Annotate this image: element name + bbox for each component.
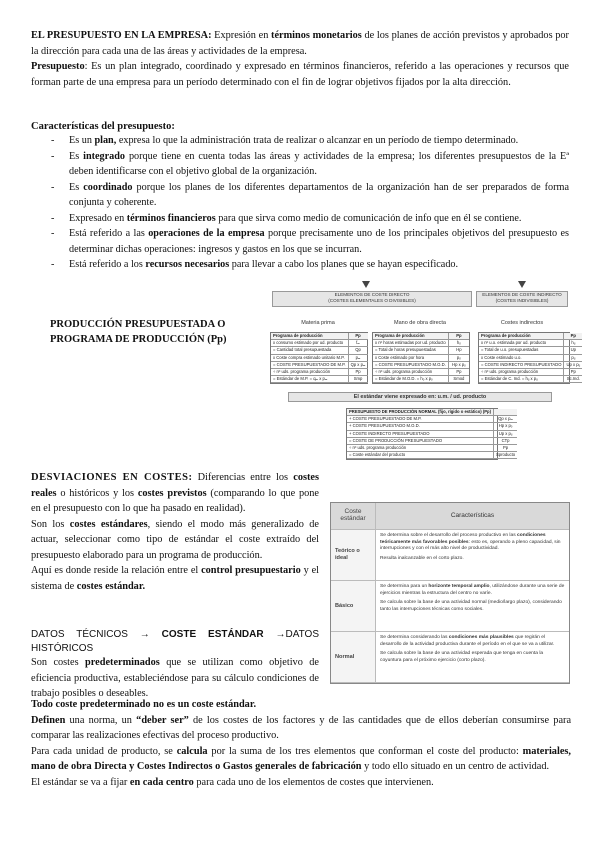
table-row [373,340,469,347]
table-cell-value: hᵤ [564,340,582,347]
table-row [479,354,582,361]
predeterminados-paragraph [31,655,319,702]
item-text: Es [69,181,84,193]
coste-estandar-table [330,502,570,684]
table-cell-label: ÷ nº uds. programa producción [271,369,348,376]
text: que se utilizan como objetivo de eficiencia productiva, estableciéndose para su cálculo condiciones de trabajo posibles o deseables. [31,657,319,699]
table-row [479,333,582,340]
table-row [347,437,517,444]
desviaciones-section [31,470,319,594]
text: : esto es, operando a pleno capacidad, sin interrupciones y con el más alto nivel de productividad. [380,539,561,552]
text: Resulta inalcanzable en el corto plazo. [380,555,464,561]
table-row [347,409,517,416]
table-cell-value: Qp [348,347,367,354]
text: Son los [31,518,70,530]
table-cell-label: + COSTE PRESUPUESTADO DE M.P. [347,416,494,423]
table-cell-value: Hp [448,347,469,354]
standard-units-banner: El estándar viene expresado en: u.m. / ud. producto [288,392,552,402]
table-cell-label: = Estándar de C. Ind. = hᵤ x pᵤ [479,376,564,383]
col-title-mano-obra: Mano de obra directa [394,320,446,326]
table-row [347,452,517,459]
bold-text: costes previstos [137,487,207,499]
costes-indirectos-table [478,332,581,384]
table-row [479,369,582,376]
table-row [479,376,582,383]
item-text: Es un [69,135,95,146]
definen-paragraph [31,713,571,744]
item-text: Es [69,150,84,162]
bold-text: materiales, mano de obra Directa y Costes Indirectos o Gastos generales de fabricación [31,745,571,772]
table-cell-value: pₒ [448,354,469,361]
desviaciones-title: DESVIACIONES EN COSTES: [31,472,193,483]
table-cell-value: Pp [448,333,469,340]
list-item [51,149,569,180]
definicion-section [31,697,571,790]
table-row [347,423,517,430]
table-cell-value: Pp [348,333,367,340]
table-cell-value: Hp x pₒ [448,361,469,368]
table-row [271,361,368,368]
row-description [376,632,570,683]
item-bold: integrado [83,150,126,162]
table-row [479,361,582,368]
table-cell-value: Qp x pₘ [348,361,367,368]
text: Se determina considerando las [380,635,449,640]
item-text: expresa lo que la administración trata de realizar o alcanzar en un período de tiempo determinado. [116,135,519,146]
arrow-down-icon [518,281,526,288]
table-cell-label: = Cantidad total presupuestada [271,347,348,354]
list-item [51,226,569,257]
table-cell-label: x nº u.o. estimada por ud. producto [479,340,564,347]
intro-text-2: de los planes de acción previstos y aprobados por la dirección para cada una de las áreas y actividades de la empresa. [31,30,569,57]
centro-paragraph [31,775,571,791]
table-cell-label: + COSTE PRESUPUESTADO M.O.D. [347,423,494,430]
bold-text: condiciones teóricamente más favorables posibles [380,533,546,545]
datos-flow [31,628,319,655]
bold-statement [31,697,571,713]
intro-section [31,28,569,90]
bold-text: “deber ser” [136,714,189,726]
text: El estándar se va a fijar [31,776,130,788]
table-header-row [331,503,569,530]
arrow-right-icon: → [139,629,150,640]
table-cell-value: hₒ [448,340,469,347]
text: Son costes [31,657,86,668]
table-cell-label: + COSTE INDIRECTO PRESUPUESTADO [347,430,494,437]
presupuesto-term: Presupuesto [31,61,85,72]
calcula-paragraph [31,744,571,775]
bold-text: condiciones más plausibles [448,635,514,640]
text: DATOS TÉCNICOS [31,629,140,640]
text: Se calcula sobre la base de una actividad esperada que tenga en cuenta la coyuntura para el próximo ejercicio (corto plazo). [380,651,544,663]
table-cell-label: Programa de producción [373,333,448,340]
table-cell-value: Pp [494,445,518,452]
table-cell-label: x Coste estimado u.o. [479,354,564,361]
desviaciones-paragraph [31,470,319,517]
bold-text: control presupuestario [201,565,301,576]
table-row [373,361,469,368]
header-coste-estandar: Coste estándar [331,503,376,530]
col-title-costes-indirectos: Costes indirectos [500,320,544,326]
produccion-title-line: PROGRAMA DE PRODUCCIÓN (Pp) [50,334,227,345]
row-key: Normal [331,632,376,683]
table-row [373,369,469,376]
row-description [376,530,570,581]
table-row [331,581,569,632]
summary-table [346,408,516,460]
presupuesto-definition [31,59,569,90]
table-row [479,347,582,354]
item-bold: operaciones de la empresa [148,228,265,239]
table-row [347,445,517,452]
row-description [376,581,570,632]
item-text: Está referido a las [69,228,149,239]
item-bold: plan, [94,135,117,146]
table-cell-value: Smp [348,376,367,383]
bold-text: horizonte temporal amplio [428,584,490,589]
item-text: para que sirva como medio de comunicación de info que en él se contiene. [215,212,522,224]
item-text: Está referido a los [69,259,146,270]
intro-text: Expresión en [211,30,272,41]
text: que regirán el desarrollo de la actividad productiva durante el período en el que se va a utilizar. [380,635,555,647]
intro-bold: términos monetarios [271,30,362,41]
table-cell-label: = COSTE DE PRODUCCIÓN PRESUPUESTADO [347,437,494,444]
bold-text: predeterminados [85,657,160,668]
table-row [347,430,517,437]
list-item [51,211,569,227]
table-cell-value: Sproducto [494,452,518,459]
table-cell-value: pₘ [348,354,367,361]
caracteristicas-heading: Características del presupuesto: [31,121,175,132]
bold-text: costes reales [31,472,319,499]
table-row [271,333,368,340]
mano-obra-table [372,332,470,384]
table-cell-value: Pp [564,333,582,340]
item-text: porque precisamente uno de los principales objetivos del presupuesto es determinar dichas operaciones: ingresos y gastos en los que se incurran. [69,228,569,255]
table-row [271,376,368,383]
table-cell-label: x consumo estimado por ud. producto [271,340,348,347]
bold-text: Todo coste predeterminado no es un coste estándar. [31,699,257,710]
presupuesto-text: : Es un plan integrado, coordinado y expresado en términos financieros, referido a las operaciones y recursos que forman parte de una empresa para un período determinado con el fin de lograr objetivos fijados por la alta dirección. [31,61,569,88]
bold-text: costes estándares [69,518,148,530]
text: o históricos y los [56,487,138,499]
text: , utilizándose durante una serie de ejercicios mientras la estructura del centro no varíe. [380,584,565,596]
bold-text: COSTE ESTÁNDAR [149,629,276,640]
item-bold: recursos necesarios [145,259,230,270]
table-cell-label: = COSTE PRESUPUESTADO DE M.P. [271,361,348,368]
item-text: Expresado en [69,212,127,224]
text: Se calcula sobre la base de una actividad normal (medio/largo plazo), considerando tanto las interrupciones técnicas como sociales. [380,600,562,612]
intro-title: EL PRESUPUESTO EN LA EMPRESA: [31,30,212,41]
table-cell-label: = Coste estándar del producto [347,452,494,459]
table-cell-label: x Coste compra estimado unitario M.P. [271,354,348,361]
text: de los costes de los factores y de las cantidades que de ellos deberían consumirse para comparar las realizaciones efectivas del proceso productivo. [31,714,572,741]
col-title-materia-prima: Materia prima [301,320,335,326]
table-row [331,530,569,581]
table-cell-value: Pp [564,369,582,376]
text: Se determina sobre el desarrollo del proceso productivo en las [380,533,518,538]
list-item [51,257,569,273]
item-bold: términos financieros [126,212,216,224]
table-cell-value: Up x pᵤ [494,430,518,437]
table-row [271,369,368,376]
table-row [347,416,517,423]
text: Se determina para un [380,584,429,589]
row-key: Básico [331,581,376,632]
table-cell-value: Pp [448,369,469,376]
table-cell-value: Pp [348,369,367,376]
item-text: porque tiene en cuenta todas las áreas y actividades de la empresa; los diferentes presupuestos de la Eª deben identificarse con el objetivo global de la organización. [69,150,570,177]
table-cell-label: = Estándar de M.O.D. = hₒ x pₒ [373,376,448,383]
arrow-down-icon [362,281,370,288]
materia-prima-table [270,332,368,384]
cost-elements-diagram [270,280,581,458]
intro-paragraph [31,28,569,59]
table-cell-label: Programa de producción [479,333,564,340]
table-cell-value: CTp [494,437,518,444]
text: →DATOS HISTÓRICOS [31,629,319,654]
text: Para cada unidad de producto, se [31,745,177,757]
text: una norma, un [65,714,137,726]
text: , siendo el modo más generalizado de actuar, seleccionar como tipo de estándar el coste extraído del presupuesto elaborado para un programa de producción. [31,518,319,561]
bold-text: en cada centro [129,776,194,788]
table-row [373,376,469,383]
table-row [271,354,368,361]
table-cell-value: Up x pᵤ [564,361,582,368]
caracteristicas-section [31,121,569,273]
text: por la suma de los tres elementos que conforman el coste del producto: [207,745,523,757]
table-row [331,632,569,683]
item-bold: coordinado [83,181,133,193]
table-row [479,340,582,347]
table-cell-label: ÷ nº uds. programa producción [479,369,564,376]
table-cell-label: PRESUPUESTO DE PRODUCCIÓN NORMAL (fijo, rígido o estático) (Pp) [347,409,494,416]
produccion-title-line: PRODUCCIÓN PRESUPUESTADA O [50,319,226,330]
table-cell-value: fₘ [348,340,367,347]
table-cell-value [494,409,518,416]
table-cell-label: Programa de producción [271,333,348,340]
table-cell-label: x Coste estimado por hora [373,354,448,361]
bold-text: costes estándar. [76,580,146,592]
control-paragraph [31,563,319,594]
table-cell-label: ÷ nº uds. programa producción [347,445,494,452]
text: y el sistema de [31,565,319,592]
estandares-paragraph [31,517,319,564]
table-cell-label: = Total de horas presupuestadas [373,347,448,354]
text: y todo ello situado en un centro de actividad. [361,761,550,772]
row-key: Teórico o ideal [331,530,376,581]
table-cell-value: Smod [448,376,469,383]
table-cell-label: = COSTE PRESUPUESTADO M.O.D. [373,361,448,368]
table-row [271,347,368,354]
table-row [271,340,368,347]
table-row [373,347,469,354]
datos-section [31,628,319,702]
table-row [373,333,469,340]
table-cell-label: = Estándar de M.P. = qₘ x pₘ [271,376,348,383]
table-cell-value: Up [564,347,582,354]
bold-text: Definen [31,714,66,726]
table-cell-value: Qp x pₘ [494,416,518,423]
indirect-cost-box: ELEMENTOS DE COSTE INDIRECTO (COSTES INDIVISIBLES) [476,291,568,307]
table-cell-label: = COSTE INDIRECTO PRESUPUESTADO [479,361,564,368]
list-item [51,133,569,149]
table-cell-value: Sc.Ind. [564,376,582,383]
text: para cada uno de los elementos de costes que intervienen. [193,776,434,788]
caracteristicas-list [51,133,569,273]
header-caracteristicas: Características [376,503,570,530]
table-cell-label: = Total de u.o. presupuestadas [479,347,564,354]
table-cell-label: ÷ nº uds. programa producción [373,369,448,376]
table-cell-label: x nº horas estimadas por ud. producto [373,340,448,347]
item-text: porque los planes de los diferentes departamentos de la organización han de ser preparados de forma conjunta y coherente. [69,181,569,208]
table-row [373,354,469,361]
bold-text: calcula [176,745,208,757]
produccion-title [50,317,260,347]
text: Aquí es donde reside la relación entre el [31,565,202,576]
table-cell-value: Hp x pₒ [494,423,518,430]
text: Diferencias entre los [192,472,294,483]
table-cell-value: pᵤ [564,354,582,361]
direct-cost-box: ELEMENTOS DE COSTE DIRECTO (COSTES ELEMENTALES O DIVISIBLES) [272,291,472,307]
text: (comparando lo que pone en el presupuesto con lo que ha pasado en realidad). [31,487,319,514]
list-item [51,180,569,211]
item-text: para llevar a cabo los planes que se hayan especificado. [229,259,459,270]
